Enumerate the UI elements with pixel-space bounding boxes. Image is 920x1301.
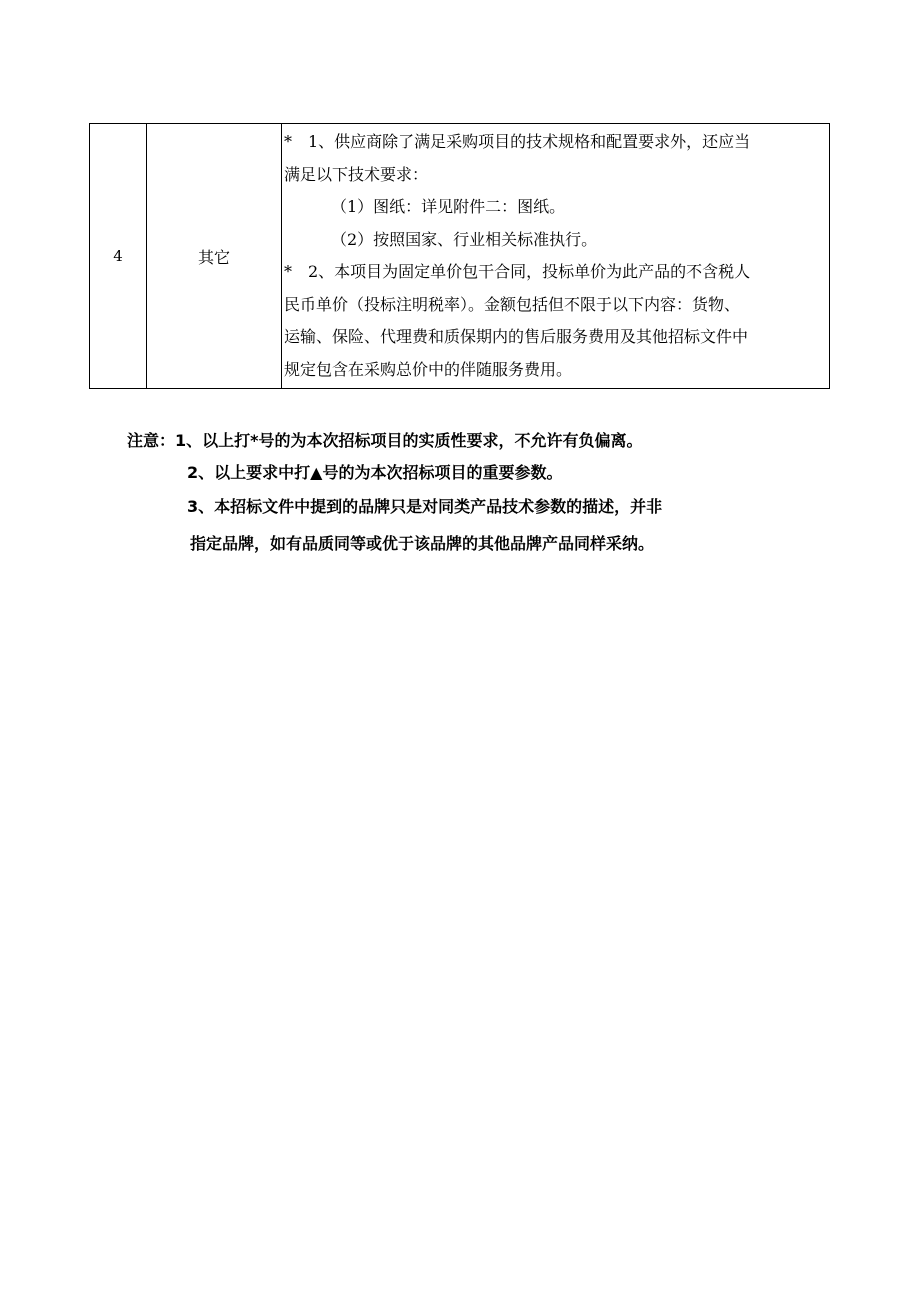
requirements-table xyxy=(89,123,830,389)
note-line: 3、本招标文件中提到的品牌只是对同类产品技术参数的描述，并非 xyxy=(187,497,663,516)
requirement-line: 满足以下技术要求： xyxy=(284,164,429,184)
note-line: 2、以上要求中打▲号的为本次招标项目的重要参数。 xyxy=(187,463,563,482)
requirement-line: 运输、保险、代理费和质保期内的售后服务费用及其他招标文件中 xyxy=(284,327,749,346)
requirement-line: * 2、本项目为固定单价包干合同，投标单价为此产品的不含税人 xyxy=(284,262,751,281)
row-requirements-cell xyxy=(282,124,830,389)
requirement-line: * 1、供应商除了满足采购项目的技术规格和配置要求外，还应当 xyxy=(284,132,751,151)
requirement-line: （1）图纸：详见附件二：图纸。 xyxy=(331,197,566,216)
requirement-line: 民币单价（投标注明税率）。金额包括但不限于以下内容：货物、 xyxy=(284,294,741,314)
table-row xyxy=(90,124,830,389)
note-line: 注意：1、以上打*号的为本次招标项目的实质性要求，不允许有负偏离。 xyxy=(127,431,643,450)
requirement-line: 规定包含在采购总价中的伴随服务费用。 xyxy=(284,359,573,379)
row-number-cell: 4 xyxy=(90,124,147,389)
requirement-line: （2）按照国家、行业相关标准执行。 xyxy=(331,229,598,249)
note-line: 指定品牌，如有品质同等或优于该品牌的其他品牌产品同样采纳。 xyxy=(190,534,655,553)
row-name-cell: 其它 xyxy=(147,124,282,389)
